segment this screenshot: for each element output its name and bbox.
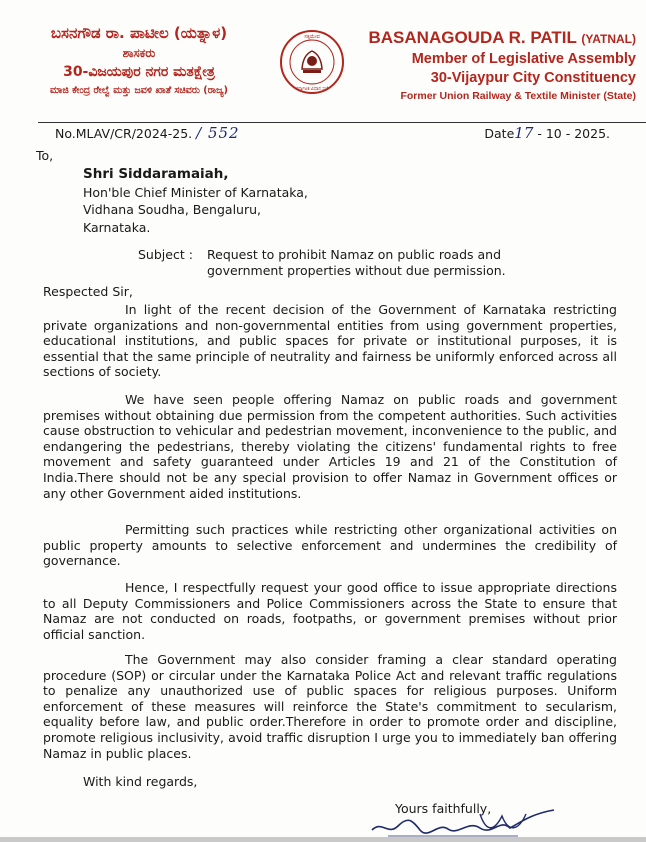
header-divider [38, 122, 646, 123]
addressee-name: Shri Siddaramaiah, [83, 166, 229, 182]
letterhead-english [346, 27, 636, 104]
subject-label: Subject : [138, 247, 193, 262]
closing-regards: With kind regards, [83, 774, 198, 789]
body-paragraph: Permitting such practices while restricting other organizational activities on public property amounts to selective enforcement and undermines the credibility of governance. [43, 522, 617, 569]
yours-faithfully: Yours faithfully, [395, 801, 492, 816]
en-former-minister: Former Union Railway & Textile Minister (State) [400, 90, 636, 102]
subject-text: Request to prohibit Namaz on public roads and government properties without due permission. [207, 247, 506, 278]
body-paragraph: Hence, I respectfully request your good office to issue appropriate directions to all Deputy Commissioners and Police Commissioners across the State to ensure that Namaz are not conducted on roads, footpaths, or government premises without prior official sanction. [43, 580, 617, 642]
body-paragraph: We have seen people offering Namaz on public roads and government premises without obtaining due permission from the competent authorities. Such activities cause obstruction to vehicular and pedestrian movement, inconvenience to the public, and endangering the pedestrians, thereby violating the citizens' fundamental rights to free movement and safety guaranteed under Articles 19 and 21 of the Constitution of India.There should not be any special provision to offer Namaz in Government offices or any other Government aided institutions. [43, 392, 617, 501]
letter-date: Date17 - 10 - 2025. [484, 124, 610, 142]
seal-bottom-text: ಕರ್ನಾಟಕ ವಿಧಾನ ಸಭೆ [296, 87, 328, 92]
kn-former-minister: ಮಾಜಿ ಕೇಂದ್ರ ರೇಲ್ವೆ ಮತ್ತು ಜವಳಿ ಖಾತೆ ಸಚಿವರು (ರಾಜ್ಯ) [49, 85, 229, 96]
reference-number: No.MLAV/CR/2024-25. / 552 [55, 124, 240, 142]
en-title: Member of Legislative Assembly [411, 51, 636, 67]
addressee-line: Karnataka. [83, 219, 151, 235]
assembly-seal-emblem [279, 29, 345, 95]
to-label: To, [36, 148, 54, 163]
kn-name: ಬಸನಗೌಡ ರಾ. ಪಾಟೀಲ (ಯತ್ನಾಳ) [50, 24, 228, 42]
handwritten-signature [368, 802, 558, 840]
en-constituency: 30-Vijaypur City Constituency [430, 70, 636, 86]
kn-title: ಶಾಸಕರು [122, 46, 156, 60]
scan-bottom-edge [0, 837, 646, 842]
addressee-line: Vidhana Soudha, Bengaluru, [83, 202, 262, 217]
addressee-line: Hon'ble Chief Minister of Karnataka, [83, 184, 308, 200]
letterhead-kannada [8, 22, 270, 98]
seal-top-text: ಸತ್ಯಮೇವ [304, 34, 320, 40]
handwritten-ref-number: / 552 [196, 124, 240, 142]
kn-constituency: 30-ವಿಜಯಪುರ ನಗರ ಮತಕ್ಷೇತ್ರ [63, 64, 215, 80]
en-name: BASANAGOUDA R. PATIL (YATNAL) [368, 28, 636, 47]
body-paragraph: In light of the recent decision of the Government of Karnataka restricting private organizations and non-governmental entities from using government properties, educational institutions, and public spaces for private or institutional purposes, it is essential that the same principle of neutrality and fairness be uniformly enforced across all sections of society. [43, 302, 617, 380]
salutation: Respected Sir, [43, 284, 133, 299]
body-paragraph: The Government may also consider framing a clear standard operating procedure (SOP) or circular under the Karnataka Police Act and relevant traffic regulations to penalize any unauthorized use of public spaces for religious purposes. Uniform enforcement of these measures will reinforce the State's commitment to secularism, equality before law, and public order.Therefore in order to promote order and discipline, promote religious inclusivity, avoid traffic disruption I urge you to immediately ban offering Namaz in public places. [43, 652, 617, 761]
handwritten-date-day: 17 [514, 124, 534, 142]
addressee-block [83, 166, 308, 236]
